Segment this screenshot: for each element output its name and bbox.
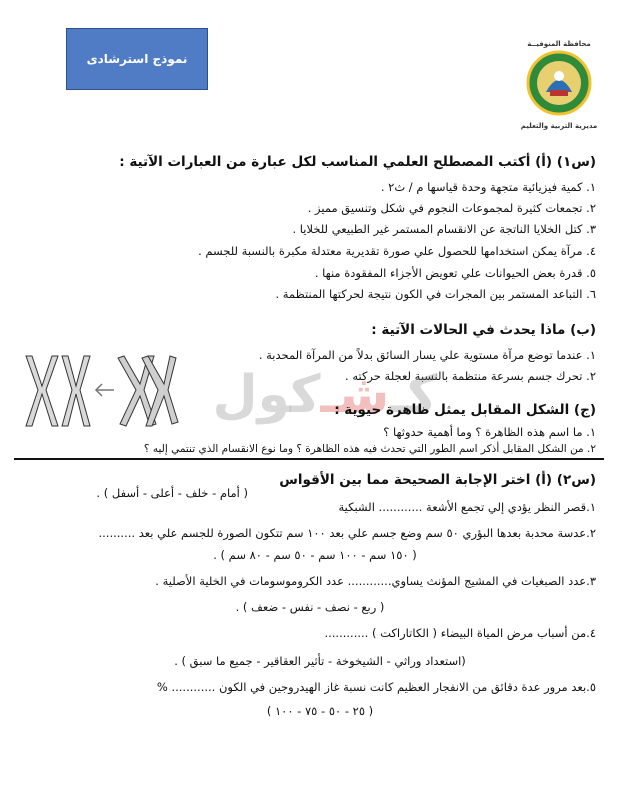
q1-item-1: ١. كمية فيزيائية متجهة وحدة قياسها م / ث٢ . — [380, 180, 596, 194]
q2-item-1-text: ١.قصر النظر يؤدي إلي تجمع الأشعة ............ الشبكية — [338, 500, 596, 514]
logo-top-text: محافظة المنوفيــة — [527, 40, 591, 48]
badge-label: نموذج استرشادى — [86, 52, 188, 66]
section-divider — [14, 458, 604, 460]
q1b-title: (ب) ماذا يحدث في الحالات الآتية : — [371, 322, 596, 338]
q1-item-3: ٣. كتل الخلايا الناتجة عن الانقسام المستمر غير الطبيعي للخلايا . — [292, 222, 596, 236]
q1c-title: (ج) الشكل المقابل يمثل ظاهرة حيوية : — [334, 402, 596, 418]
watermark-logo: كـ شـ كول — [212, 365, 438, 425]
q1b-item-1: ١. عندما توضع مرآة مستوية علي يسار السائق بدلاً من المرآة المحدبة . — [258, 348, 596, 362]
q1b-item-2: ٢. تحرك جسم بسرعة منتظمة بالنسبة لعجلة حركته . — [345, 369, 596, 383]
q1-item-5: ٥. قدرة بعض الحيوانات علي تعويض الأجزاء المفقودة منها . — [314, 266, 596, 280]
q2-item-3-text: ٣.عدد الصبغيات في المشيج المؤنث يساوي............ عدد الكروموسومات في الخلية الأصلية . — [155, 574, 596, 588]
q2-item-5-options: ( ٢٥ - ٥٠ - ٧٥ - ١٠٠ ) — [266, 704, 374, 718]
q2-item-2-options: ( ١٥٠ سم - ١٠٠ سم - ٥٠ سم - ٨٠ سم ) . — [213, 548, 417, 562]
q2-item-4-options: (استعداد وراثي - الشيخوخة - تأثير العقاقير - جميع ما سبق ) . — [174, 654, 466, 668]
q2-item-1-options: ( أمام - خلف - أعلى - أسفل ) . — [96, 486, 248, 500]
chromosome-figure — [18, 350, 183, 432]
q1c-item-2: ٢. من الشكل المقابل أذكر اسم الطور التي تحدث فيه هذه الظاهرة ؟ وما نوع الانقسام الذي تنتمي إليه ؟ — [143, 443, 596, 455]
logo-bottom-text: مديرية التربية والتعليم — [520, 122, 598, 130]
q2-item-2-text: ٢.عدسة محدبة بعدها البؤري ٥٠ سم وضع جسم علي بعد ١٠٠ سم تتكون الصورة للجسم علي بعد .......... — [98, 526, 596, 540]
emblem-icon — [526, 50, 592, 116]
q1c-item-1: ١. ما اسم هذه الظاهرة ؟ وما أهمية حدوثها ؟ — [383, 425, 596, 439]
q1-item-6: ٦. التباعد المستمر بين المجرات في الكون نتيجة لحركتها المنتظمة . — [275, 287, 596, 301]
q2-item-5-text: ٥.بعد مرور عدة دقائق من الانفجار العظيم كانت نسبة غاز الهيدروجين في الكون ............ % — [156, 680, 596, 694]
q2-item-3-options: ( ربع - نصف - نفس - ضعف ) . — [235, 600, 385, 614]
q1-item-2: ٢. تجمعات كثيرة لمجموعات النجوم في شكل وتنسيق مميز . — [307, 201, 596, 215]
q2-item-4-text: ٤.من أسباب مرض المياة البيضاء ( الكاتاراكت ) ............ — [324, 626, 596, 640]
governorate-logo — [514, 40, 604, 140]
q1-title: (س١) (أ) أكتب المصطلح العلمي المناسب لكل عبارة من العبارات الآتية : — [119, 154, 596, 170]
model-badge — [66, 28, 208, 90]
q2-title: (س٢) (أ) اختر الإجابة الصحيحة مما بين الأقواس — [279, 472, 596, 488]
q1-item-4: ٤. مرآة يمكن استخدامها للحصول علي صورة تقديرية معتدلة مكبرة بالنسبة للجسم . — [198, 244, 596, 258]
